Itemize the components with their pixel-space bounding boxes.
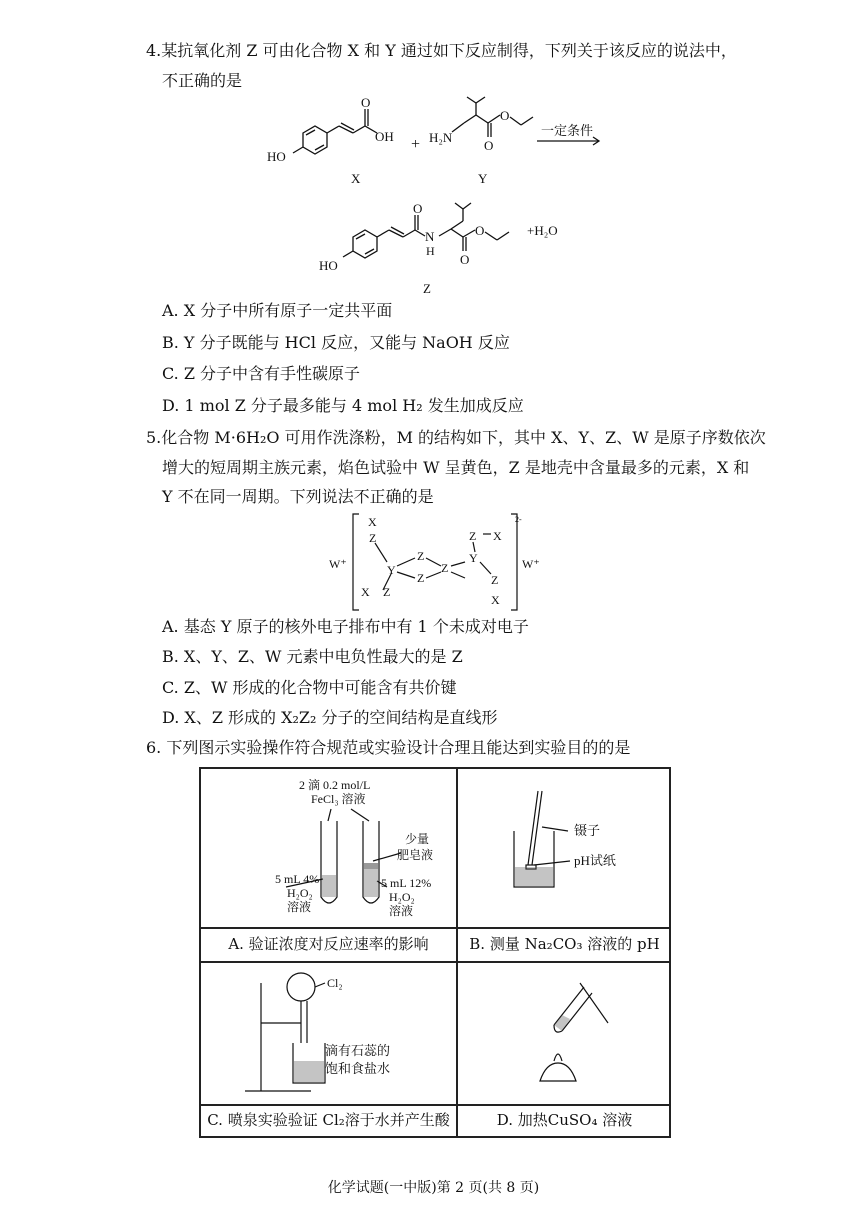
z-ho: HO — [319, 258, 338, 273]
q5-option-a: A. 基态 Y 原子的核外电子排布中有 1 个未成对电子 — [162, 617, 529, 636]
atom-z-2: Z — [383, 585, 391, 599]
x-oh: OH — [375, 129, 394, 144]
atom-y-1: Y — [387, 563, 396, 577]
z-o-ester: O — [475, 223, 485, 238]
q5-option-d: D. X、Z 形成的 X₂Z₂ 分子的空间结构是直线形 — [162, 708, 498, 727]
q6-figure-grid — [199, 767, 671, 1138]
w-plus-left: W⁺ — [329, 557, 347, 571]
x-ho: HO — [267, 149, 286, 164]
y-o-ester: O — [500, 108, 510, 123]
atom-z-1: Z — [369, 531, 377, 545]
y-o-double: O — [484, 138, 494, 153]
z-o-double: O — [460, 252, 470, 267]
cell-c-gas: Cl₂ — [327, 976, 343, 990]
cell-c-liquid2: 饱和食盐水 — [325, 1061, 391, 1076]
water: +H₂O — [527, 223, 558, 238]
cell-c-liquid1: 滴有石蕊的 — [325, 1043, 391, 1058]
label-z: Z — [423, 281, 431, 295]
atom-x-3: X — [493, 529, 502, 543]
plus-sign: + — [411, 136, 421, 153]
cell-c-figure — [201, 963, 456, 1103]
cell-b-tweezers: 镊子 — [574, 823, 601, 838]
q5-option-b: B. X、Y、Z、W 元素中电负性最大的是 Z — [162, 647, 463, 666]
atom-z-4: Z — [417, 571, 425, 585]
w-plus-right: W⁺ — [522, 557, 540, 571]
z-n: N — [425, 229, 435, 244]
cell-a-right-sol3: 溶液 — [389, 904, 414, 918]
cell-a-left-sol1: 5 mL 4% — [275, 872, 320, 886]
q5-structure-m — [325, 510, 555, 615]
atom-x-4: X — [491, 593, 500, 607]
q5-stem-line3: Y 不在同一周期。下列说法不正确的是 — [162, 487, 434, 506]
atom-z-3: Z — [417, 549, 425, 563]
y-h2n: H₂N — [429, 130, 453, 145]
grid-divider-3 — [201, 1104, 669, 1106]
anion-charge: 2- — [515, 515, 522, 524]
q4-option-a: A. X 分子中所有原子一定共平面 — [162, 301, 393, 320]
q5-option-c: C. Z、W 形成的化合物中可能含有共价键 — [162, 678, 457, 697]
cell-a-caption: A. 验证浓度对反应速率的影响 — [228, 935, 429, 953]
z-h: H — [426, 244, 435, 258]
page-footer: 化学试题(一中版)第 2 页(共 8 页) — [327, 1180, 540, 1196]
q4-option-b: B. Y 分子既能与 HCl 反应，又能与 NaOH 反应 — [162, 333, 510, 352]
cell-a-figure — [201, 769, 456, 927]
atom-x-1: X — [368, 515, 377, 529]
cell-a-soap2: 肥皂液 — [397, 848, 434, 862]
cell-a-left-sol3: 溶液 — [287, 900, 312, 914]
label-y: Y — [478, 171, 488, 186]
cell-a-drop-label1: 2 滴 0.2 mol/L — [299, 778, 371, 792]
cell-a-right-sol2: H₂O₂ — [389, 890, 415, 904]
x-o: O — [361, 95, 371, 110]
q4-stem-line2: 不正确的是 — [162, 71, 243, 90]
q4-option-d: D. 1 mol Z 分子最多能与 4 mol H₂ 发生加成反应 — [162, 396, 524, 415]
z-o-amide: O — [413, 201, 423, 216]
q4-reaction-xy — [255, 95, 655, 195]
cell-d-figure — [458, 963, 671, 1103]
cell-d-caption: D. 加热CuSO₄ 溶液 — [496, 1111, 633, 1129]
q5-stem-line1: 5.化合物 M·6H₂O 可用作洗涤粉，M 的结构如下，其中 X、Y、Z、W 是原子序数依次 — [146, 428, 766, 447]
cell-a-drop-label2: FeCl₃ 溶液 — [311, 792, 366, 806]
label-x: X — [351, 171, 361, 186]
reaction-condition: 一定条件 — [541, 123, 594, 138]
q6-stem: 6. 下列图示实验操作符合规范或实验设计合理且能达到实验目的的是 — [146, 738, 631, 757]
atom-z-7: Z — [491, 573, 499, 587]
cell-b-ph-paper: pH试纸 — [574, 853, 616, 868]
cell-c-caption: C. 喷泉实验验证 Cl₂溶于水并产生酸 — [207, 1111, 450, 1129]
cell-a-left-sol2: H₂O₂ — [287, 886, 313, 900]
cell-b-caption: B. 测量 Na₂CO₃ 溶液的 pH — [469, 935, 660, 953]
q4-stem-line1: 4.某抗氧化剂 Z 可由化合物 X 和 Y 通过如下反应制得，下列关于该反应的说法中， — [146, 41, 737, 60]
cell-a-soap1: 少量 — [405, 832, 430, 846]
atom-z-6: Z — [469, 529, 477, 543]
q4-product-z — [315, 195, 605, 295]
cell-b-figure — [458, 769, 671, 927]
atom-x-2: X — [361, 585, 370, 599]
cell-a-right-sol1: 5 mL 12% — [381, 876, 432, 890]
grid-divider-1 — [201, 927, 669, 929]
atom-y-2: Y — [469, 551, 478, 565]
q5-stem-line2: 增大的短周期主族元素，焰色试验中 W 呈黄色，Z 是地壳中含量最多的元素，X 和 — [162, 458, 750, 477]
atom-z-5: Z — [441, 561, 449, 575]
q4-option-c: C. Z 分子中含有手性碳原子 — [162, 364, 361, 383]
